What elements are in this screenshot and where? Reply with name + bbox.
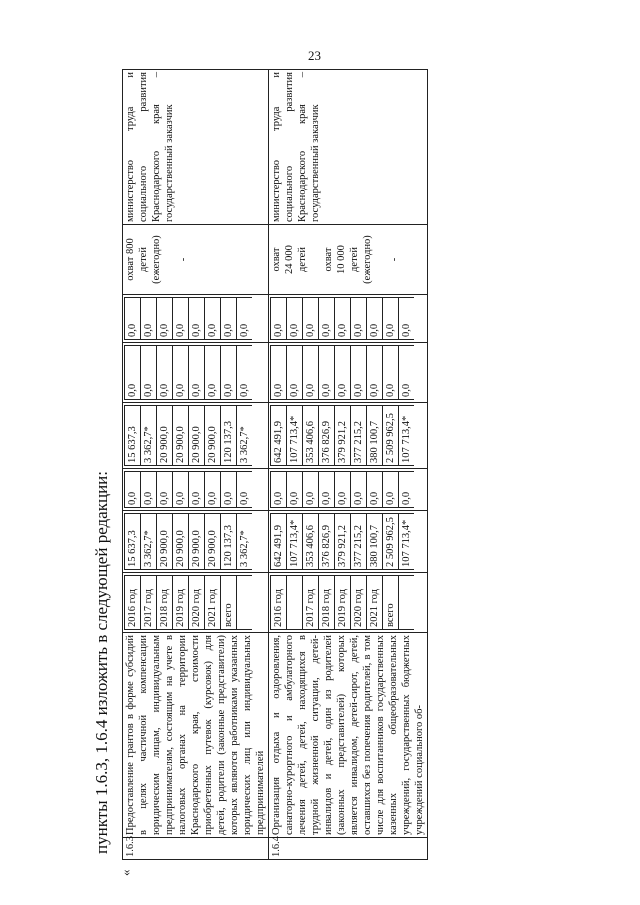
year-column-value: 2020 год xyxy=(189,576,205,630)
local-funding-column-value: 0,0 xyxy=(399,346,415,400)
result-line: детей xyxy=(297,247,308,272)
result-dash: - xyxy=(389,257,400,262)
regional-funding-column-value: 107 713,4* xyxy=(287,406,303,466)
local-funding-column-value: 0,0 xyxy=(271,346,287,400)
year-column-value: 2019 год xyxy=(335,576,351,630)
other-funding-column-value: 0,0 xyxy=(303,298,319,340)
year-column-value: 2020 год xyxy=(351,576,367,630)
year-column-value: 2019 год xyxy=(173,576,189,630)
local-funding-column-value: 0,0 xyxy=(383,346,399,400)
other-funding-column-value: 0,0 xyxy=(351,298,367,340)
table-row xyxy=(269,70,428,860)
other-funding-column-value: 0,0 xyxy=(189,298,205,340)
other-funding-column-value: 0,0 xyxy=(383,298,399,340)
regional-funding-column-value: 3 362,7* xyxy=(237,406,253,466)
quote-mark: « xyxy=(118,869,133,876)
year-column-value: 2021 год xyxy=(367,576,383,630)
total-funding-column-value: 380 100,7 xyxy=(367,514,383,570)
other-funding-column-value: 0,0 xyxy=(271,298,287,340)
regional-funding-column-value: 377 215,2 xyxy=(351,406,367,466)
year-column xyxy=(269,573,428,633)
total-funding-column-value: 20 900,0 xyxy=(189,514,205,570)
result-line: охват xyxy=(323,247,334,272)
other-funding-column-value: 0,0 xyxy=(125,298,141,340)
local-funding-column-value: 0,0 xyxy=(237,346,253,400)
result-dash: - xyxy=(178,257,189,262)
local-funding-column xyxy=(123,343,269,403)
result-line: детей xyxy=(349,247,360,272)
federal-funding-column-value: 0,0 xyxy=(351,472,367,508)
year-column-value: 2017 год xyxy=(303,576,319,630)
federal-funding-column-value: 0,0 xyxy=(367,472,383,508)
year-column-value: 2016 год xyxy=(271,576,287,630)
total-funding-column-value: 107 713,4* xyxy=(399,514,415,570)
other-funding-column-value: 0,0 xyxy=(399,298,415,340)
regional-funding-column-value: 107 713,4* xyxy=(399,406,415,466)
federal-funding-column-value: 0,0 xyxy=(303,472,319,508)
row-number: 1.6.4 xyxy=(269,838,428,860)
federal-funding-column-value: 0,0 xyxy=(157,472,173,508)
total-funding-column-value: 353 406,6 xyxy=(303,514,319,570)
regional-funding-column-value: 642 491,9 xyxy=(271,406,287,466)
executor: министерство труда и социального развития Краснодарского края – государственный заказчик xyxy=(123,70,269,225)
local-funding-column xyxy=(269,343,428,403)
table-row xyxy=(123,70,269,860)
local-funding-column-value: 0,0 xyxy=(367,346,383,400)
result-line: детей xyxy=(138,247,149,272)
other-funding-column-value: 0,0 xyxy=(141,298,157,340)
federal-funding-column-value: 0,0 xyxy=(335,472,351,508)
total-funding-column xyxy=(123,511,269,573)
federal-funding-column xyxy=(123,469,269,511)
local-funding-column-value: 0,0 xyxy=(351,346,367,400)
result-indicator xyxy=(269,225,428,295)
federal-funding-column-value: 0,0 xyxy=(141,472,157,508)
federal-funding-column-value: 0,0 xyxy=(173,472,189,508)
result-indicator xyxy=(123,225,269,295)
other-funding-column-value: 0,0 xyxy=(173,298,189,340)
local-funding-column-value: 0,0 xyxy=(287,346,303,400)
year-column-value: 2018 год xyxy=(157,576,173,630)
year-column-value: 2018 год xyxy=(319,576,335,630)
result-line: 24 000 xyxy=(284,245,295,274)
federal-funding-column-value: 0,0 xyxy=(383,472,399,508)
local-funding-column-value: 0,0 xyxy=(205,346,221,400)
federal-funding-column-value: 0,0 xyxy=(125,472,141,508)
row-number: 1.6.3 xyxy=(123,838,269,860)
federal-funding-column-value: 0,0 xyxy=(399,472,415,508)
total-funding-column-value: 20 900,0 xyxy=(173,514,189,570)
regional-funding-column-value: 2 509 962,5 xyxy=(383,406,399,466)
total-funding-column-value: 120 137,3 xyxy=(221,514,237,570)
other-funding-column-value: 0,0 xyxy=(287,298,303,340)
total-funding-column-value: 377 215,2 xyxy=(351,514,367,570)
measure-description: Предоставление грантов в форме субсидий в целях частичной компенсации юридическим лицам, индивидуальным предпринимателям, состоящим на учете в налоговых органах на территории Краснодарского края, стоимости приобретенных путевок (курсовок) для детей, родители (законные представители) которых являются работниками указанных юридических лиц или индивидуальных предпринимателей xyxy=(123,633,269,838)
other-funding-column xyxy=(123,295,269,343)
local-funding-column-value: 0,0 xyxy=(141,346,157,400)
regional-funding-column xyxy=(269,403,428,469)
local-funding-column-value: 0,0 xyxy=(221,346,237,400)
year-column-value: 2021 год xyxy=(205,576,221,630)
year-column-value: 2017 год xyxy=(141,576,157,630)
federal-funding-column-value: 0,0 xyxy=(319,472,335,508)
regional-funding-column-value: 380 100,7 xyxy=(367,406,383,466)
total-funding-column-value: 379 921,2 xyxy=(335,514,351,570)
total-funding-column-value: 15 637,3 xyxy=(125,514,141,570)
regional-funding-column-value: 3 362,7* xyxy=(141,406,157,466)
total-funding-column-value: 376 826,9 xyxy=(319,514,335,570)
total-funding-column-value: 20 900,0 xyxy=(157,514,173,570)
total-funding-column-value: 642 491,9 xyxy=(271,514,287,570)
federal-funding-column-value: 0,0 xyxy=(221,472,237,508)
measure-description: Организация отдыха и оздоровления, санаторно-курортного и амбулаторного лечения детей, детей, находящихся в трудной жизненной ситуации, детей-инвалидов и детей, один из родителей (законных представителей) которых является инвалидом, детей-сирот, детей, оставшихся без попечения родителей, в том числе для воспитанников государственных казенных общеобразовательных учреждений, государственных бюджетных учреждений социального об- xyxy=(269,633,428,838)
year-column-value: 2016 год xyxy=(125,576,141,630)
other-funding-column-value: 0,0 xyxy=(319,298,335,340)
result-line: (ежегодно) xyxy=(151,235,162,284)
executor: министерство труда и социального развития Краснодарского края – государственный заказчик xyxy=(269,70,428,225)
result-line: (ежегодно) xyxy=(362,235,373,284)
total-funding-column-value: 20 900,0 xyxy=(205,514,221,570)
total-funding-column xyxy=(269,511,428,573)
local-funding-column-value: 0,0 xyxy=(319,346,335,400)
regional-funding-column xyxy=(123,403,269,469)
other-funding-column-value: 0,0 xyxy=(157,298,173,340)
regional-funding-column-value: 20 900,0 xyxy=(157,406,173,466)
federal-funding-column-value: 0,0 xyxy=(237,472,253,508)
regional-funding-column-value: 353 406,6 xyxy=(303,406,319,466)
federal-funding-column-value: 0,0 xyxy=(189,472,205,508)
year-column-value xyxy=(287,576,303,630)
other-funding-column xyxy=(269,295,428,343)
regional-funding-column-value: 20 900,0 xyxy=(189,406,205,466)
measures-table xyxy=(122,69,428,860)
intro-text: пункты 1.6.3, 1.6.4 изложить в следующей редакции: xyxy=(92,471,111,854)
federal-funding-column-value: 0,0 xyxy=(271,472,287,508)
regional-funding-column-value: 120 137,3 xyxy=(221,406,237,466)
local-funding-column-value: 0,0 xyxy=(189,346,205,400)
total-funding-column-value: 3 362,7* xyxy=(141,514,157,570)
local-funding-column-value: 0,0 xyxy=(303,346,319,400)
result-line: охват xyxy=(271,247,282,272)
total-funding-column-value: 107 713,4* xyxy=(287,514,303,570)
regional-funding-column-value: 376 826,9 xyxy=(319,406,335,466)
result-line: охват 800 xyxy=(125,238,136,281)
regional-funding-column-value: 15 637,3 xyxy=(125,406,141,466)
other-funding-column-value: 0,0 xyxy=(237,298,253,340)
other-funding-column-value: 0,0 xyxy=(205,298,221,340)
local-funding-column-value: 0,0 xyxy=(173,346,189,400)
page-number: 23 xyxy=(308,48,321,63)
regional-funding-column-value: 20 900,0 xyxy=(205,406,221,466)
year-column-value: всего xyxy=(383,576,399,630)
year-column-value: всего xyxy=(221,576,237,630)
other-funding-column-value: 0,0 xyxy=(367,298,383,340)
year-column xyxy=(123,573,269,633)
other-funding-column-value: 0,0 xyxy=(221,298,237,340)
result-line: 10 000 xyxy=(336,245,347,274)
year-column-value xyxy=(237,576,253,630)
total-funding-column-value: 3 362,7* xyxy=(237,514,253,570)
federal-funding-column-value: 0,0 xyxy=(205,472,221,508)
year-column-value xyxy=(399,576,415,630)
result-line xyxy=(309,227,322,292)
local-funding-column-value: 0,0 xyxy=(335,346,351,400)
other-funding-column-value: 0,0 xyxy=(335,298,351,340)
local-funding-column-value: 0,0 xyxy=(157,346,173,400)
rotated-page-content xyxy=(92,60,612,876)
total-funding-column-value: 2 509 962,5 xyxy=(383,514,399,570)
federal-funding-column xyxy=(269,469,428,511)
federal-funding-column-value: 0,0 xyxy=(287,472,303,508)
local-funding-column-value: 0,0 xyxy=(125,346,141,400)
regional-funding-column-value: 20 900,0 xyxy=(173,406,189,466)
regional-funding-column-value: 379 921,2 xyxy=(335,406,351,466)
